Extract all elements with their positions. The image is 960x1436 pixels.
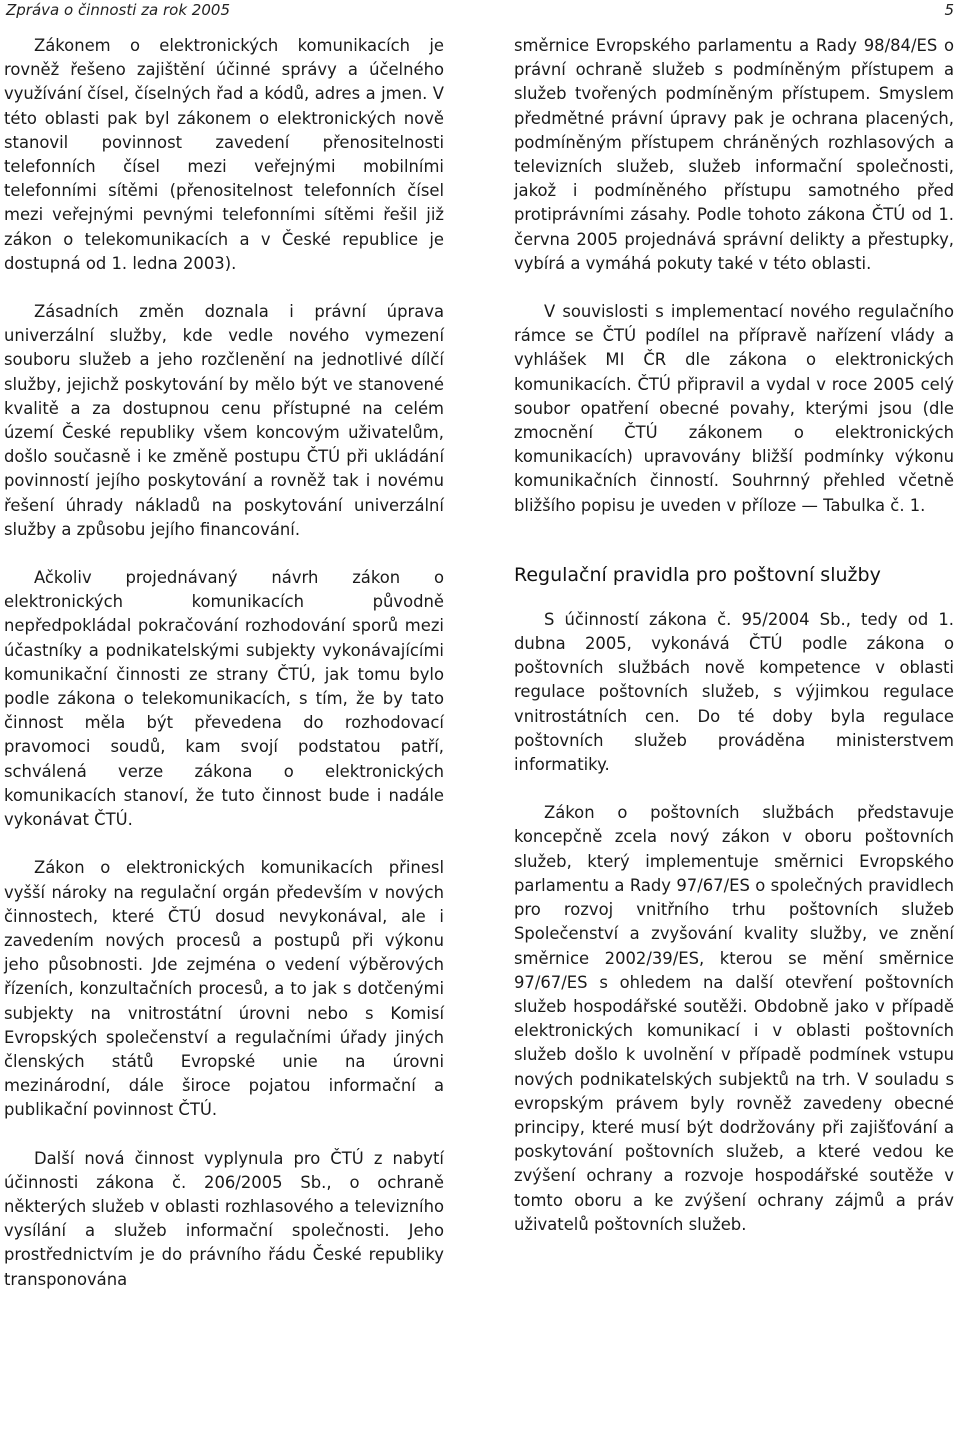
paragraph-implementation: V souvislosti s implementací nového regulačního rámce se ČTÚ podílel na přípravě nařízení vlády a vyhlášek MI ČR dle zákona o elektronických komunikacích. ČTÚ připravil a vydal v roce 2005 celý soubor opatření obecné povahy, kterými jsou (dle zmocnění ČTÚ zákonem o elektronických komunikacích) upravovány bližší podmínky výkonu komunikačních činností. Souhrnný přehled včetně bližšího popisu je uveden v příloze — Tabulka č. 1. <box>514 302 954 515</box>
paragraph-continuation: směrnice Evropského parlamentu a Rady 98/84/ES o právní ochraně služeb s podmíněným přístupem a služeb tvořených podmíněným přístupem. Smyslem předmětné právní úpravy pak je ochrana placených, podmíněným přístupem chráněných rozhlasových a televizních služeb, služeb informační společnosti, jakož i podmíněného přístupu samotného před protiprávními zásahy. Podle tohoto zákona ČTÚ od 1. června 2005 projednává správní delikty a přestupky, vybírá a vymáhá pokuty také v této oblasti. <box>514 36 954 273</box>
running-title: Zpráva o činnosti za rok 2005 <box>6 1 230 19</box>
right-column <box>514 34 954 1261</box>
paragraph-dispute-resolution: Ačkoliv projednávaný návrh zákon o elektronických komunikacích původně nepředpokládal pokračování rozhodování sporů mezi účastníky a podnikatelskými subjekty vykonávajícími komunikační činnosti ze strany ČTÚ, jak tomu bylo podle zákona o telekomunikacích, s tím, že by tato činnost měla být převedena do rozhodovací pravomoci soudů, kam svojí podstatou patří, schválená verze zákona o elektronických komunikacích stanoví, že tuto činnost bude i nadále vykonávat ČTÚ. <box>4 568 444 830</box>
paragraph-postal-competence: S účinností zákona č. 95/2004 Sb., tedy od 1. dubna 2005, vykonává ČTÚ podle zákona o poštovních službách nově kompetence v oblasti regulace poštovních služeb, s výjimkou regulace vnitrostátních cen. Do té doby byla regulace poštovních služeb prováděna ministerstvem informatiky. <box>514 609 954 775</box>
paragraph-new-demands: Zákon o elektronických komunikacích přinesl vyšší nároky na regulační orgán především v nových činnostech, které ČTÚ dosud nevykonával, ale i zavedením nových procesů a postupů při výkonu jeho působnosti. Jde zejména o vedení výběrových řízeních, konzultačních procesů, a to jak s dotčenými subjekty na vnitrostátní úrovni nebo s Komisí Evropských společenství a regulačními úřady jiných členských států Evropské unie na úrovni mezinárodní, dále široce pojatou informační a publikační povinnost ČTÚ. <box>4 858 444 1120</box>
section-heading-postal: Regulační pravidla pro poštovní služby <box>514 563 881 586</box>
page-number: 5 <box>944 1 954 19</box>
paragraph-postal-law: Zákon o poštovních službách představuje koncepčně zcela nový zákon v oboru poštovních služeb, který implementuje směrnici Evropského parlamentu a Rady 97/67/ES o společných pravidlech pro rozvoj vnitřního trhu poštovních služeb Společenství a zvyšování kvality služby, ve znění směrnice 2002/39/ES, kterou se mění směrnice 97/67/ES s ohledem na další otevření poštovních služeb hospodářské soutěži. Obdobně jako v případě elektronických komunikací i v oblasti poštovních služeb došlo k uvolnění v případě podmínek vstupu nových podnikatelských subjektů na trh. V souladu s evropským právem byly rovněž zavedeny obecné principy, které musí být dodržovány při zajišťování a poskytování poštovních služeb, a které vedou ke zvýšení ochrany a rozvoje hospodářské soutěže v tomto oboru a ke zvýšení ochrany zájmů a práv uživatelů poštovních služeb. <box>514 803 954 1234</box>
paragraph-universal-service: Zásadních změn doznala i právní úprava univerzální služby, kde vedle nového vymezení souboru služeb a jeho rozčlenění na jednotlivé dílčí služby, jejichž poskytování by mělo být ve stanovené kvalitě a za dostupnou cenu přístupné na celém území České republiky všem koncovým uživatelům, došlo současně i ke změně postupu ČTÚ při ukládání povinností jejího poskytování a rovněž tak i novému řešení úhrady nákladů na poskytování univerzální služby a způsobu jejího financování. <box>4 302 444 539</box>
left-column <box>4 34 444 1316</box>
paragraph-new-activity: Další nová činnost vyplynula pro ČTÚ z nabytí účinnosti zákona č. 206/2005 Sb., o ochraně některých služeb v oblasti rozhlasového a televizního vysílání a služeb informační společnosti. Jeho prostřednictvím je do právního řádu České republiky transponována <box>4 1148 444 1289</box>
paragraph-numbering: Zákonem o elektronických komunikacích je rovněž řešeno zajištění účinné správy a účelného využívání čísel, číselných řad a kódů, adres a jmen. V této oblasti pak byl zákonem o elektronických nově stanovil povinnost zavedení přenositelnosti telefonních čísel mezi veřejnými mobilními telefonními sítěmi (přenositelnost telefonních čísel mezi veřejnými pevnými telefonními sítěmi řešil již zákon o telekomunikacích a v České republice je dostupná od 1. ledna 2003). <box>4 36 444 273</box>
